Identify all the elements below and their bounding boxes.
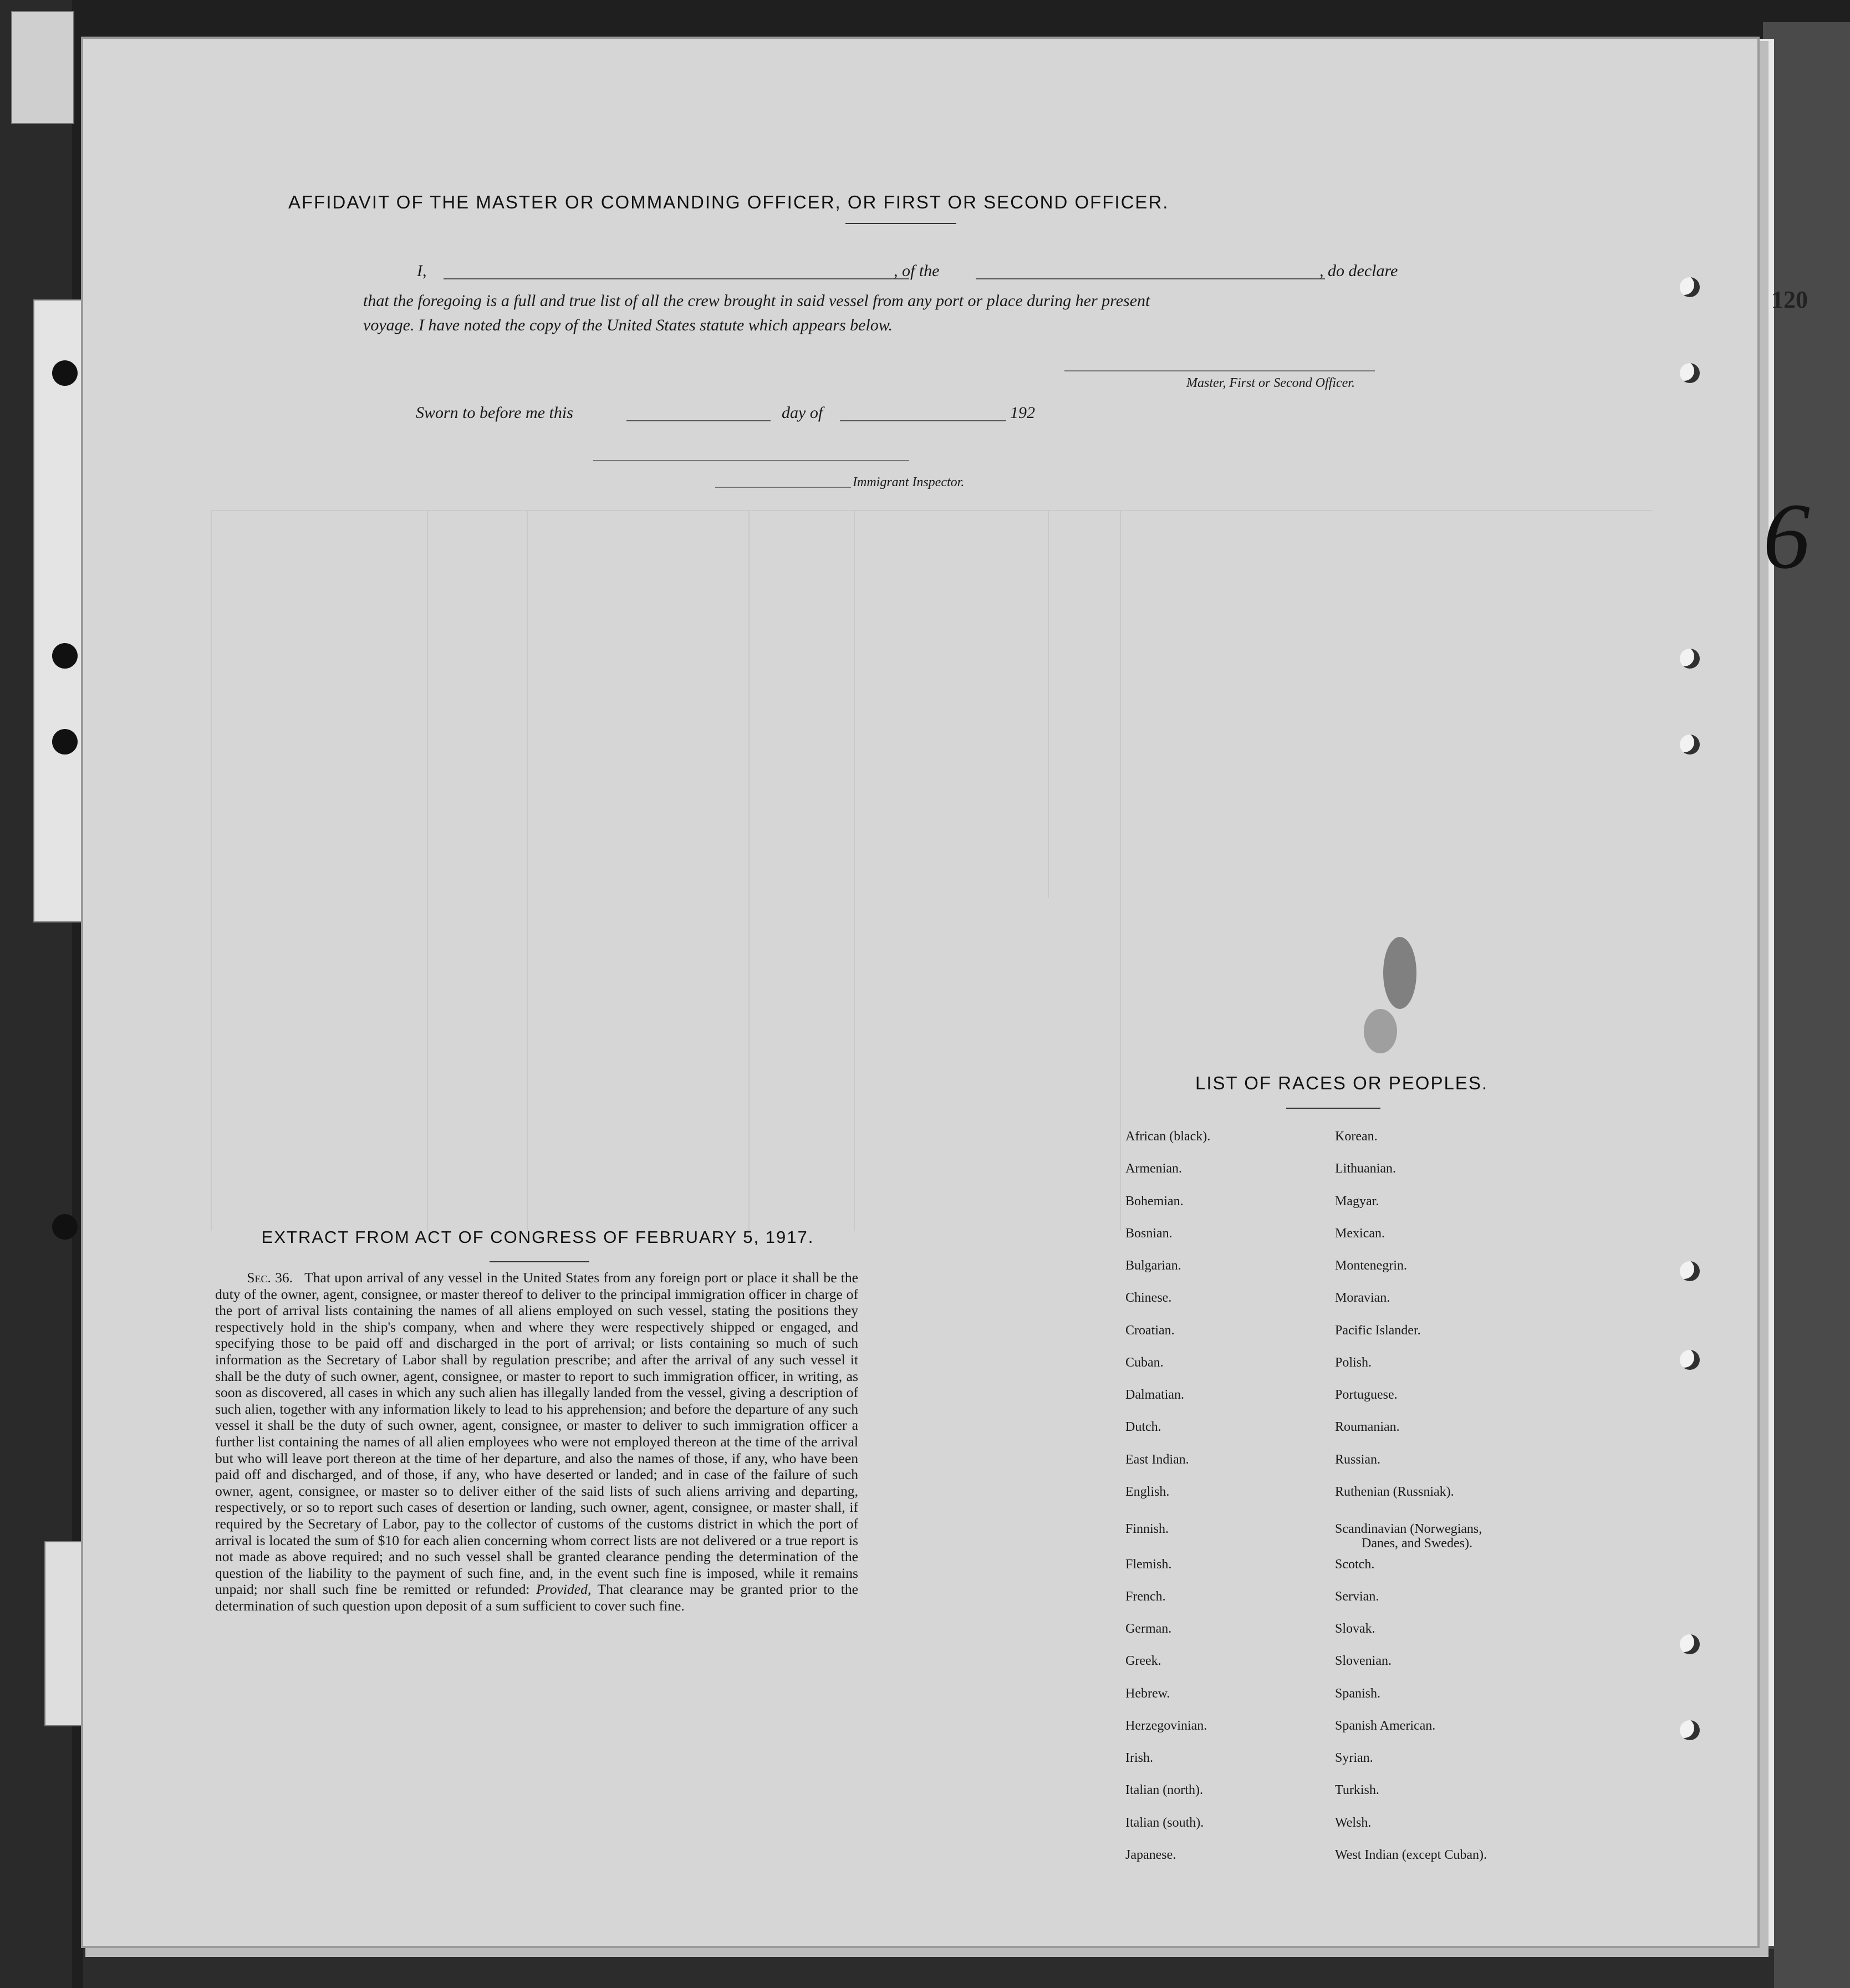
manifest-page <box>83 39 1757 1946</box>
race-item: Spanish. <box>1335 1686 1381 1701</box>
race-item: Finnish. <box>1125 1522 1169 1536</box>
right-backsheet <box>1763 22 1850 1988</box>
race-item: Magyar. <box>1335 1194 1379 1209</box>
ink-smudge <box>1383 937 1416 1009</box>
race-item: Scotch. <box>1335 1557 1375 1572</box>
year-label: 192 <box>1010 404 1035 422</box>
left-tab-top <box>11 11 74 124</box>
bleed-through-line <box>1048 510 1049 898</box>
signature-label: Master, First or Second Officer. <box>1186 376 1355 390</box>
race-item: Cuban. <box>1125 1355 1164 1370</box>
page-number: 120 <box>1771 286 1808 313</box>
races-title: LIST OF RACES OR PEOPLES. <box>1195 1073 1489 1093</box>
binder-hole <box>52 1214 78 1240</box>
binder-hole <box>1680 277 1700 297</box>
race-item: Spanish American. <box>1335 1719 1436 1733</box>
race-item: Mexican. <box>1335 1226 1385 1241</box>
affidavit-title: AFFIDAVIT OF THE MASTER OR COMMANDING OFFICER, OR FIRST OR SECOND OFFICER. <box>288 192 1169 212</box>
race-item: Dalmatian. <box>1125 1388 1184 1402</box>
sworn-label: Sworn to before me this <box>416 404 573 422</box>
race-item: English. <box>1125 1485 1170 1499</box>
bleed-through-line <box>211 510 1652 511</box>
race-item: French. <box>1125 1589 1166 1604</box>
binder-hole <box>1680 1261 1700 1281</box>
binder-hole <box>52 729 78 755</box>
race-item: Scandinavian (Norwegians, <box>1335 1522 1482 1536</box>
bleed-through-line <box>748 510 750 1231</box>
race-item: Turkish. <box>1335 1783 1379 1797</box>
race-item: Bulgarian. <box>1125 1258 1181 1273</box>
sworn-day-blank[interactable] <box>626 420 771 421</box>
title-underline <box>845 223 956 224</box>
race-item: Polish. <box>1335 1355 1372 1370</box>
race-item: Korean. <box>1335 1129 1378 1144</box>
race-item: Italian (north). <box>1125 1783 1203 1797</box>
binder-hole <box>52 360 78 386</box>
extract-title-underline <box>490 1261 589 1262</box>
race-item: Bohemian. <box>1125 1194 1184 1209</box>
race-item: African (black). <box>1125 1129 1211 1144</box>
race-item: Slovenian. <box>1335 1654 1392 1668</box>
left-tab-middle <box>33 299 85 922</box>
race-item: Bosnian. <box>1125 1226 1173 1241</box>
signature-blank[interactable] <box>1064 370 1375 371</box>
statute-text-end: That clearance may be granted prior to the determination of such question upon deposit of a sum sufficient to cover such fine. <box>215 1581 859 1614</box>
binder-hole <box>1680 363 1700 383</box>
extract-title: EXTRACT FROM ACT OF CONGRESS OF FEBRUARY 5, 1917. <box>261 1227 814 1247</box>
inspector-signature-blank[interactable] <box>593 460 909 461</box>
do-declare-label: , do declare <box>1319 262 1398 280</box>
race-item: Syrian. <box>1335 1751 1373 1765</box>
race-item: Danes, and Swedes). <box>1362 1536 1472 1551</box>
bleed-through-line <box>427 510 428 1231</box>
race-item: Armenian. <box>1125 1161 1182 1176</box>
bleed-through-line <box>527 510 528 1231</box>
race-item: Slovak. <box>1335 1622 1375 1636</box>
binder-hole <box>1680 1720 1700 1740</box>
sworn-month-blank[interactable] <box>840 420 1006 421</box>
inspector-blank-short[interactable] <box>715 487 851 488</box>
race-item: German. <box>1125 1622 1172 1636</box>
race-item: Herzegovinian. <box>1125 1719 1207 1733</box>
race-item: West Indian (except Cuban). <box>1335 1848 1487 1862</box>
race-item: Servian. <box>1335 1589 1379 1604</box>
day-of-label: day of <box>782 404 823 422</box>
inspector-label: Immigrant Inspector. <box>853 475 965 490</box>
bottom-backsheet <box>83 1949 1774 1988</box>
race-item: Croatian. <box>1125 1323 1175 1338</box>
affidavit-line-3: voyage. I have noted the copy of the United States statute which appears below. <box>363 316 893 334</box>
binder-hole <box>1680 1350 1700 1370</box>
race-item: Montenegrin. <box>1335 1258 1407 1273</box>
race-item: Russian. <box>1335 1452 1381 1467</box>
handwritten-digit: 6 <box>1763 484 1810 588</box>
provided-label: Provided, <box>536 1581 592 1598</box>
race-item: Irish. <box>1125 1751 1153 1765</box>
race-item: Lithuanian. <box>1335 1161 1396 1176</box>
bleed-through-line <box>854 510 855 1231</box>
statute-text: That upon arrival of any vessel in the United States from any foreign port or place it shall be the duty of the owner, agent, consignee, or master thereof to deliver to the principal immigration officer in charge of the port of arrival lists containing the names of all aliens employed on such vessel, stating the positions they respectively hold in the ship's company, when and where they were respectively shipped or engaged, and specifying those to be paid off and discharged in the port of arrival; or lists containing so much of such information as the Secretary of Labor shall by regulation prescribe; and after the arrival of any such vessel it shall be the duty of such owner, agent, consignee, or master to report to such immigration officer, in writing, as soon as discovered, all cases in which any such alien has illegally landed from the vessel, giving a description of such alien, together with any information likely to lead to his apprehension; and before the departure of any such vessel it shall be the duty of such owner, agent, consignee, or master to deliver to such immigration officer a further list containing the names of all alien employees who were not employed thereon at the time of the arrival but who will leave port thereon at the time of her departure, and also the names of those, if any, who have been paid off and discharged, and of those, if any, who have deserted or landed; and in case of the failure of such owner, agent, consignee, or master so to deliver either of the said lists of such aliens arriving and departing, respectively, or so to report such cases of desertion or landing, such owner, agent, consignee, or master shall, if required by the Secretary of Labor, pay to the collector of customs of the customs district in which the port of arrival is located the sum of $10 for each alien concerning whom correct lists are not delivered or a true report is not made as above required; and no such vessel shall be granted clearance pending the determination of the question of the liability to the payment of such fine, and, in the event such fine is imposed, while it remains unpaid; nor shall such fine be remitted or refunded: <box>215 1270 858 1598</box>
race-item: Chinese. <box>1125 1291 1172 1305</box>
race-item: Greek. <box>1125 1654 1161 1668</box>
vessel-blank[interactable] <box>976 278 1325 279</box>
binder-hole <box>1680 1634 1700 1654</box>
binder-hole <box>1680 735 1700 755</box>
race-item: Italian (south). <box>1125 1816 1204 1830</box>
race-item: Dutch. <box>1125 1420 1161 1434</box>
binder-hole <box>52 643 78 669</box>
right-page-edge <box>1757 39 1774 1946</box>
of-the-label: , of the <box>894 262 940 280</box>
races-title-underline <box>1286 1108 1380 1109</box>
race-item: Japanese. <box>1125 1848 1176 1862</box>
bleed-through-line <box>211 510 212 1231</box>
race-item: East Indian. <box>1125 1452 1189 1467</box>
race-item: Ruthenian (Russniak). <box>1335 1485 1454 1499</box>
affidavit-line-2: that the foregoing is a full and true list of all the crew brought in said vessel from any port or place during her present <box>363 292 1150 310</box>
binder-hole <box>1680 649 1700 669</box>
race-item: Hebrew. <box>1125 1686 1170 1701</box>
race-item: Moravian. <box>1335 1291 1390 1305</box>
section-label: Sec. 36. <box>247 1270 293 1286</box>
ink-smudge <box>1364 1009 1397 1053</box>
race-item: Pacific Islander. <box>1335 1323 1421 1338</box>
bleed-through-line <box>1120 510 1121 1231</box>
race-item: Roumanian. <box>1335 1420 1400 1434</box>
declarant-label: I, <box>417 262 427 280</box>
race-item: Portuguese. <box>1335 1388 1398 1402</box>
race-item: Welsh. <box>1335 1816 1372 1830</box>
name-blank[interactable] <box>444 278 909 279</box>
race-item: Flemish. <box>1125 1557 1172 1572</box>
extract-body <box>215 1270 858 1614</box>
